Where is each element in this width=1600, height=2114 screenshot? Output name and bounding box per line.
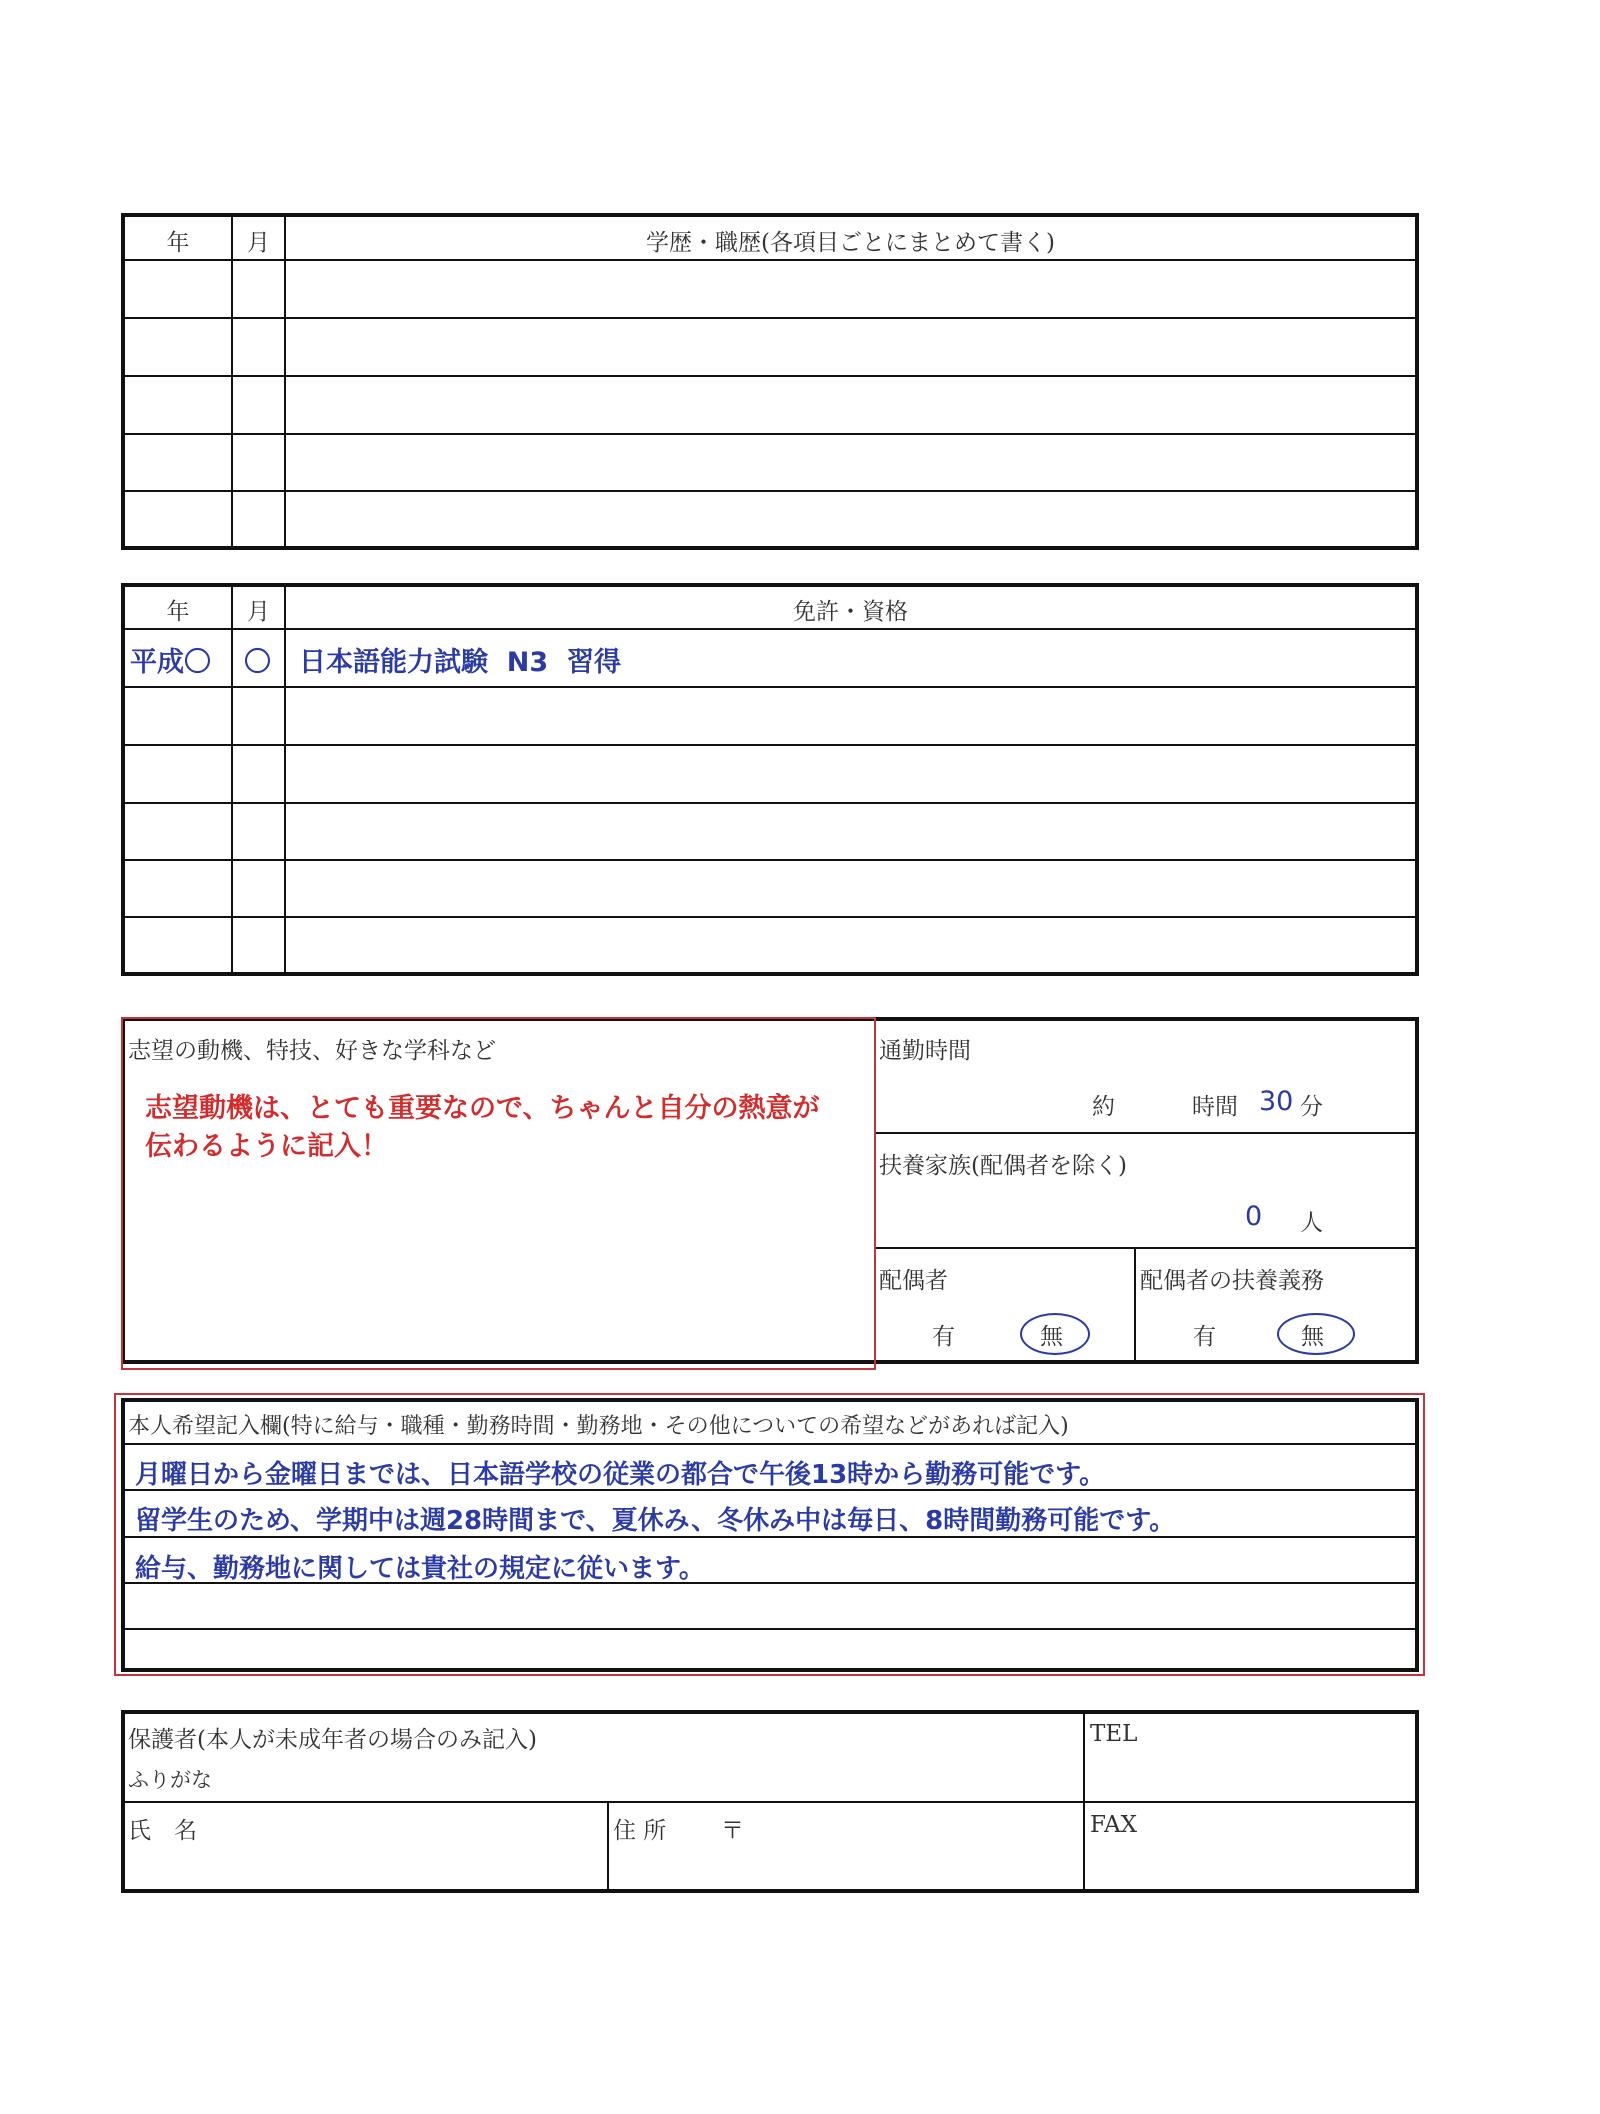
history-row-divider bbox=[121, 433, 1419, 435]
license-month-header: 月 bbox=[247, 599, 270, 625]
license-col-divider bbox=[231, 583, 233, 976]
license-row-divider bbox=[121, 802, 1419, 804]
history-month-header: 月 bbox=[247, 230, 270, 256]
commute-minutes-unit: 分 bbox=[1300, 1094, 1323, 1120]
spouse-yes[interactable]: 有 bbox=[932, 1324, 955, 1350]
spouse-support-no[interactable]: 無 bbox=[1301, 1324, 1324, 1350]
dependents-divider bbox=[874, 1247, 1419, 1249]
guardian-address-divider bbox=[607, 1801, 609, 1893]
license-header-divider bbox=[121, 628, 1419, 630]
license-row-divider bbox=[121, 744, 1419, 746]
history-content-header: 学歴・職歴(各項目ごとにまとめて書く) bbox=[646, 230, 1055, 256]
guardian-fax-label: FAX bbox=[1090, 1812, 1137, 1838]
license-year-header: 年 bbox=[166, 599, 190, 625]
dependents-label: 扶養家族(配偶者を除く) bbox=[879, 1153, 1127, 1179]
requests-line3: 給与、勤務地に関しては貴社の規定に従います。 bbox=[135, 1554, 705, 1584]
motivation-note-line1: 志望動機は、とても重要なので、ちゃんと自分の熱意が bbox=[145, 1093, 820, 1124]
commute-label: 通勤時間 bbox=[879, 1038, 971, 1064]
history-row-divider bbox=[121, 317, 1419, 319]
license-entry-month: 〇 bbox=[244, 647, 271, 678]
license-content-header: 免許・資格 bbox=[793, 599, 908, 625]
license-row-divider bbox=[121, 686, 1419, 688]
commute-minutes-value: 30 bbox=[1259, 1086, 1294, 1117]
requests-label: 本人希望記入欄(特に給与・職種・勤務時間・勤務地・その他についての希望などがあれば記入) bbox=[128, 1414, 1069, 1439]
history-col-divider bbox=[231, 213, 233, 550]
commute-hours-unit: 時間 bbox=[1192, 1094, 1238, 1120]
history-table bbox=[121, 213, 1419, 550]
history-row-divider bbox=[121, 490, 1419, 492]
guardian-row-divider bbox=[121, 1801, 1419, 1803]
history-year-header: 年 bbox=[166, 230, 190, 256]
guardian-furigana: ふりがな bbox=[128, 1768, 212, 1792]
license-row-divider bbox=[121, 859, 1419, 861]
guardian-tel-divider bbox=[1083, 1710, 1085, 1893]
license-entry-year: 平成〇 bbox=[130, 647, 211, 678]
guardian-label: 保護者(本人が未成年者の場合のみ記入) bbox=[128, 1727, 537, 1753]
requests-line1: 月曜日から金曜日までは、日本語学校の従業の都合で午後13時から勤務可能です。 bbox=[135, 1460, 1106, 1490]
commute-divider bbox=[874, 1132, 1419, 1134]
motivation-note-line2: 伝わるように記入！ bbox=[145, 1131, 388, 1162]
license-col-divider bbox=[284, 583, 286, 976]
dependents-unit: 人 bbox=[1300, 1210, 1323, 1236]
guardian-address-label: 住 所 bbox=[613, 1818, 667, 1844]
guardian-tel-label: TEL bbox=[1090, 1721, 1138, 1747]
requests-line2: 留学生のため、学期中は週28時間まで、夏休み、冬休み中は毎日、8時間勤務可能です。 bbox=[135, 1506, 1176, 1536]
license-entry-content: 日本語能力試験 N3 習得 bbox=[299, 647, 621, 678]
dependents-value: 0 bbox=[1245, 1201, 1263, 1232]
spouse-no[interactable]: 無 bbox=[1040, 1324, 1063, 1350]
guardian-postal-mark: 〒 bbox=[721, 1818, 744, 1844]
history-header-divider bbox=[121, 259, 1419, 261]
requests-row-divider bbox=[121, 1628, 1419, 1630]
history-col-divider bbox=[284, 213, 286, 550]
spouse-label: 配偶者 bbox=[879, 1268, 948, 1294]
requests-header-divider bbox=[121, 1443, 1419, 1445]
spouse-support-yes[interactable]: 有 bbox=[1193, 1324, 1216, 1350]
guardian-name-label: 氏 名 bbox=[128, 1818, 197, 1844]
spouse-divider bbox=[1134, 1247, 1136, 1364]
commute-approx: 約 bbox=[1092, 1094, 1115, 1120]
motivation-highlight-box bbox=[121, 1017, 876, 1370]
motivation-label: 志望の動機、特技、好きな学科など bbox=[128, 1038, 496, 1064]
history-row-divider bbox=[121, 375, 1419, 377]
license-row-divider bbox=[121, 916, 1419, 918]
spouse-support-label: 配偶者の扶養義務 bbox=[1140, 1268, 1324, 1294]
